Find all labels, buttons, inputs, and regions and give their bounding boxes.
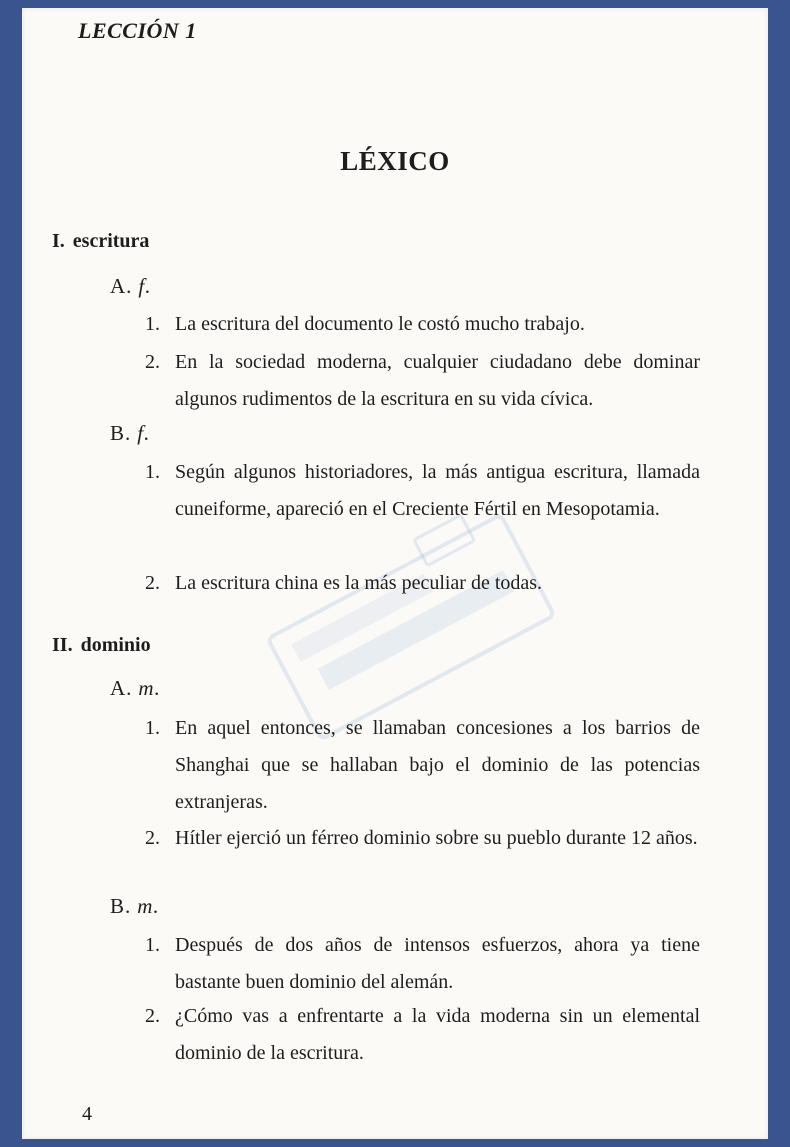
grammatical-category: m. [137, 894, 160, 918]
example-text: Según algunos historiadores, la más antigua escritura, llamada cuneiforme, apareció en el Creciente Fértil en Mesopotamia. [175, 461, 700, 520]
example-text: La escritura china es la más peculiar de todas. [175, 572, 543, 594]
sense-label: A. [110, 274, 133, 298]
example-number: 2. [145, 827, 160, 849]
example-number: 2. [145, 351, 160, 373]
example-sentence [145, 565, 700, 602]
example-number: 1. [145, 717, 160, 739]
grammatical-category: m. [138, 676, 161, 700]
example-number: 1. [145, 313, 160, 335]
entry-heading [52, 230, 149, 253]
watermark-stamp [265, 512, 557, 742]
example-sentence [145, 820, 700, 857]
example-text: En aquel entonces, se llamaban concesiones a los barrios de Shanghai que se hallaban bajo el dominio de las potencias extranjeras. [175, 717, 700, 813]
sense-label: B. [110, 421, 132, 445]
entry-word: dominio [80, 634, 151, 656]
entry-number: II. [52, 634, 73, 656]
entry-word: escritura [72, 230, 150, 252]
example-text: En la sociedad moderna, cualquier ciudadano debe dominar algunos rudimentos de la escritura en su vida cívica. [175, 351, 700, 410]
book-page [22, 8, 768, 1139]
example-number: 1. [145, 934, 160, 956]
example-number: 2. [145, 1005, 160, 1027]
example-sentence [145, 998, 700, 1072]
sense-label: B. [110, 894, 132, 918]
sense-heading [110, 421, 150, 446]
example-sentence [145, 710, 700, 821]
example-text: ¿Cómo vas a enfrentarte a la vida moderna sin un elemental dominio de la escritura. [175, 1005, 700, 1064]
entry-number: I. [52, 230, 65, 252]
grammatical-category: f. [137, 421, 151, 445]
sense-label: A. [110, 676, 133, 700]
sense-heading [110, 676, 161, 701]
example-sentence [145, 927, 700, 1001]
example-text: Hítler ejerció un férreo dominio sobre su pueblo durante 12 años. [175, 827, 698, 849]
example-sentence [145, 306, 700, 343]
example-text: Después de dos años de intensos esfuerzos, ahora ya tiene bastante buen dominio del alemán. [175, 934, 700, 993]
example-text: La escritura del documento le costó mucho trabajo. [175, 313, 585, 335]
example-number: 2. [145, 572, 160, 594]
lesson-heading: LECCIÓN 1 [78, 18, 197, 43]
example-number: 1. [145, 461, 160, 483]
entry-heading [52, 634, 151, 657]
page-title: LÉXICO [340, 146, 450, 176]
page-number: 4 [82, 1103, 92, 1125]
sense-heading [110, 894, 160, 919]
grammatical-category: f. [138, 274, 152, 298]
sense-heading [110, 274, 152, 299]
example-sentence [145, 344, 700, 418]
example-sentence [145, 454, 700, 528]
